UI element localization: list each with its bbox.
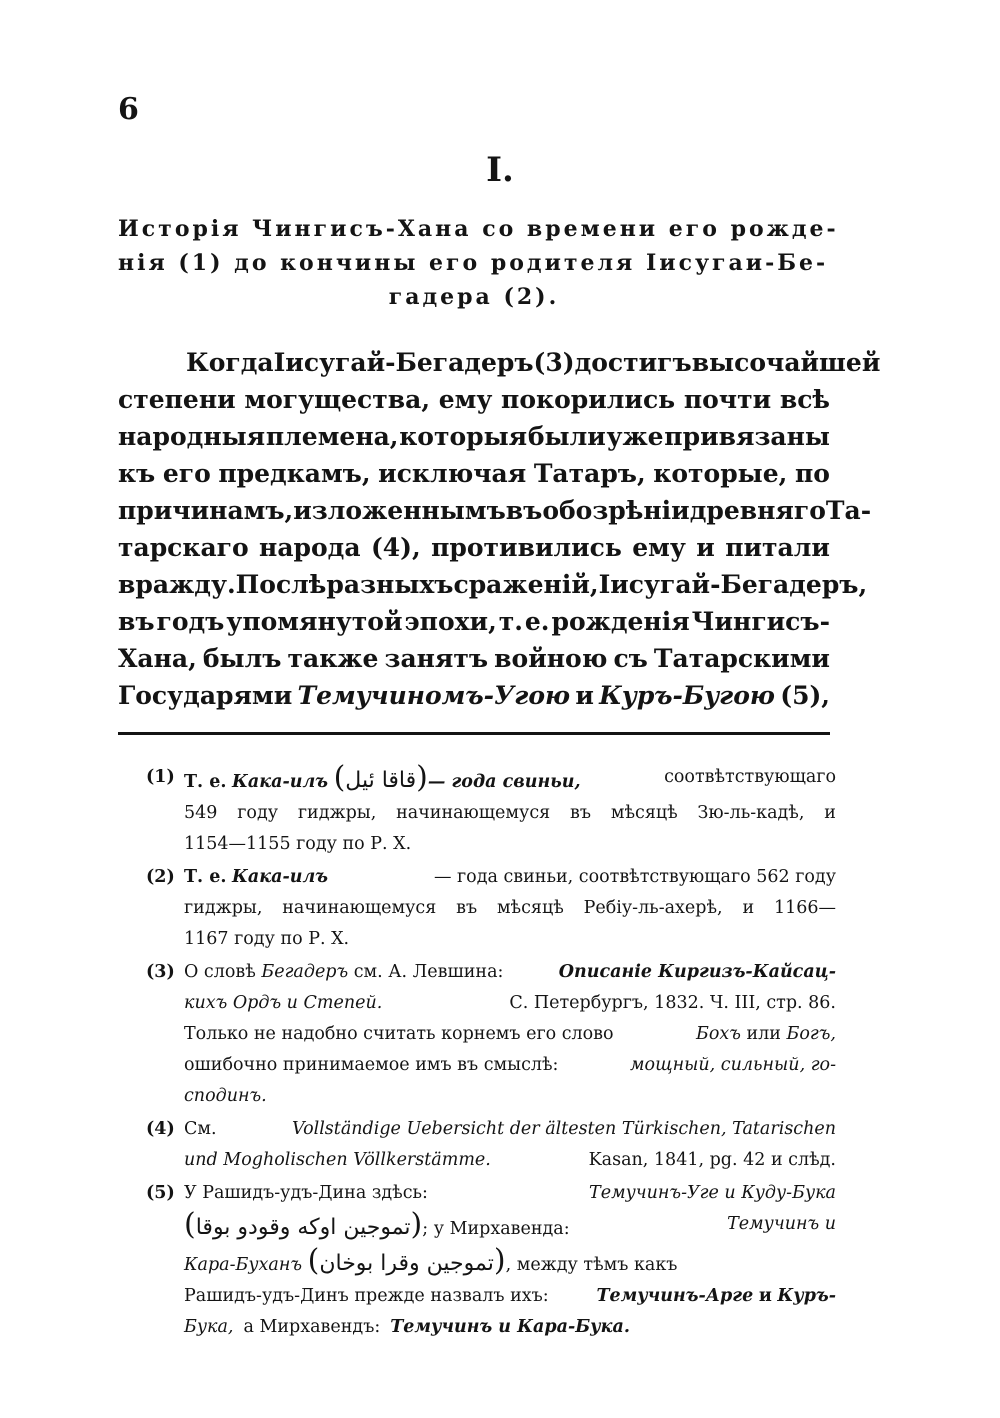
word: Чингисъ- (691, 607, 830, 636)
word: Зю-ль-кадѣ, (697, 803, 805, 823)
note-text: — года свиньи, соотвѣтствующаго 562 году (433, 867, 836, 887)
word: Та- (825, 496, 872, 525)
footnote-line (184, 1050, 836, 1081)
footnote-line: (تموجين اوكه وقودو بوقا); у Мирхавенда: Темучинъ и (184, 1209, 836, 1245)
note-title: Описаніе Киргизъ-Кайсац- (558, 962, 836, 982)
word: ему (438, 385, 493, 414)
paragraph-line (118, 455, 830, 492)
word: Когда (186, 348, 274, 377)
word: обозрѣніи (542, 496, 690, 525)
paragraph-line (118, 418, 830, 455)
note-text: Т. е. (184, 867, 227, 887)
note-text: соотвѣтствующаго (664, 767, 836, 787)
word: степени (118, 385, 236, 414)
word: древняго (689, 496, 826, 525)
word: привязаны (664, 422, 830, 451)
paragraph-line (118, 603, 830, 640)
word: и (824, 803, 836, 823)
footnote-line (184, 1019, 836, 1050)
title-line: нія (1) до кончины его родителя Iисугаи-Бе- (118, 250, 829, 276)
paragraph-line (118, 640, 830, 677)
word: въ (505, 496, 543, 525)
footnote-line (184, 988, 836, 1019)
note-term: сподинъ. (184, 1086, 267, 1106)
word: въ (456, 898, 478, 918)
footnote-line: Т. е. Кака-илъ (قاقا ئيل)— года свиньи, соотвѣтствующаго (184, 762, 836, 798)
word: которыя (399, 422, 528, 451)
footnote-line (184, 1114, 836, 1145)
footnote-3 (146, 957, 836, 1112)
note-term: Кака-илъ (232, 772, 328, 792)
paragraph-line (118, 677, 830, 714)
word: начинающемуся (282, 898, 437, 918)
word: и (742, 898, 755, 918)
main-paragraph (118, 344, 881, 714)
word: изложеннымъ (293, 496, 506, 525)
word: въ (570, 803, 592, 823)
word: могущества, (244, 385, 431, 414)
word: гиджры, (297, 803, 377, 823)
note-text: 1167 году по Р. Х. (184, 929, 350, 949)
word: достигъ (574, 348, 692, 377)
footnote-line (184, 798, 836, 829)
footnote-number: (1) (146, 767, 175, 787)
arabic-text: تموجين اوكه وقودو بوقا (195, 1215, 411, 1240)
note-text: ошибочно принимаемое имъ въ смыслѣ: (184, 1055, 559, 1075)
word: войною (494, 644, 608, 673)
word: противились (431, 533, 622, 562)
note-text: а Мирхавендъ: (243, 1317, 381, 1337)
word: которые, (653, 459, 788, 488)
note-text: , между тѣмъ какъ (505, 1255, 678, 1275)
word: е. (524, 607, 550, 636)
footnote-4 (146, 1114, 836, 1176)
title-line: Исторія Чингисъ-Хана со времени его рожде- (118, 216, 839, 242)
word: былъ (202, 644, 282, 673)
word: народа (259, 533, 361, 562)
footnote-number: (4) (146, 1119, 175, 1139)
footnote-line (184, 1145, 836, 1176)
word: Хана, (118, 644, 197, 673)
word: рожденія (551, 607, 690, 636)
footnote-number: (2) (146, 867, 175, 887)
note-text: ; у Мирхавенда: (422, 1219, 570, 1239)
footnote-line (184, 829, 836, 860)
word: его (162, 459, 211, 488)
word: (3) (533, 348, 575, 377)
note-term: Темучинъ-Уге и Куду-Бука (589, 1183, 836, 1203)
word: исключая (378, 459, 527, 488)
note-term: Бохъ (695, 1024, 741, 1044)
word: уже (606, 422, 664, 451)
word: начинающемуся (396, 803, 551, 823)
word: по (794, 459, 830, 488)
footnotes (146, 762, 836, 1345)
note-term: Темучинъ и Кара-Бука. (390, 1317, 630, 1337)
note-text: или (746, 1024, 781, 1044)
word: т. (498, 607, 523, 636)
note-text: и (758, 1286, 772, 1306)
word: питали (725, 533, 830, 562)
note-title: Vollständige Uebersicht der ältesten Türkischen, Tatarischen (292, 1119, 836, 1139)
word: Татаръ, (533, 459, 646, 488)
note-text: 1154—1155 году по Р. Х. (184, 834, 412, 854)
note-text: Т. е. (184, 772, 227, 792)
word: (4), (370, 533, 421, 562)
note-text: О словѣ (184, 962, 256, 982)
note-text: — года свиньи, (427, 772, 581, 792)
footnote-line (184, 1178, 836, 1209)
word: гиджры, (184, 898, 263, 918)
word: вражду. (118, 570, 236, 599)
note-term: Кара-Буханъ (184, 1255, 303, 1275)
word: Государями (118, 681, 293, 710)
footnote-line (184, 1312, 836, 1343)
note-term: Темучинъ-Арге (596, 1286, 754, 1306)
word: народныя (118, 422, 266, 451)
word: разныхъ (326, 570, 454, 599)
footnote-line (184, 924, 836, 955)
word: Темучиномъ-Угою (297, 681, 571, 710)
footnote-divider (118, 732, 830, 735)
paragraph-line (118, 381, 830, 418)
arabic-text: تموجين وقرا بوخان (319, 1251, 494, 1276)
footnote-line: Кара-Буханъ (تموجين وقرا بوخان), между тѣмъ какъ (184, 1243, 678, 1278)
note-term: Бука, (184, 1317, 234, 1337)
word: мѣсяцѣ (610, 803, 678, 823)
footnote-line (184, 862, 836, 893)
footnote-number: (3) (146, 962, 175, 982)
note-text: У Рашидъ-удъ-Дина здѣсь: (184, 1183, 428, 1203)
paragraph-line (118, 344, 881, 381)
page-number: 6 (118, 92, 139, 127)
word: всѣ (779, 385, 830, 414)
word: Куръ-Бугою (599, 681, 775, 710)
paragraph-line (118, 529, 830, 566)
word: предкамъ, (218, 459, 371, 488)
word: племена, (265, 422, 399, 451)
word: 549 (184, 803, 218, 823)
word: къ (118, 459, 156, 488)
arabic-text: قاقا ئيل (345, 768, 417, 793)
note-text: Рашидъ-удъ-Динъ прежде назвалъ ихъ: (184, 1286, 549, 1306)
word: Татарскими (653, 644, 830, 673)
note-term: Богъ, (786, 1024, 836, 1044)
word: (5), (780, 681, 830, 710)
word: Ребіу-ль-ахерѣ, (583, 898, 723, 918)
word: Iисугай-Бегадеръ, (598, 570, 868, 599)
word: причинамъ, (118, 496, 294, 525)
word: въ (118, 607, 155, 636)
section-number: I. (486, 150, 514, 190)
word: высочайшей (691, 348, 881, 377)
paragraph-line (118, 492, 872, 529)
note-text: Только не надобно считать корнемъ его слово (184, 1024, 614, 1044)
word: тарскаго (118, 533, 249, 562)
note-text: Kasan, 1841, pg. 42 и слѣд. (588, 1150, 836, 1170)
note-title: und Mogholischen Völlkerstämme. (184, 1150, 491, 1170)
chapter-title (118, 212, 839, 314)
word: ему (632, 533, 686, 562)
footnote-2 (146, 862, 836, 955)
note-text: см. А. Левшина: (353, 962, 504, 982)
word: сраженій, (453, 570, 599, 599)
note-term: мощный, сильный, го- (630, 1055, 836, 1075)
word: мѣсяцѣ (496, 898, 564, 918)
note-term: Куръ- (777, 1286, 836, 1306)
title-line: гадера (2). (388, 284, 560, 310)
footnote-1 (146, 762, 836, 860)
note-title: кихъ Ордъ и Степей. (184, 993, 383, 1013)
note-text: См. (184, 1119, 217, 1139)
note-term: Бегадеръ (261, 962, 349, 982)
note-term: Темучинъ и (727, 1214, 836, 1234)
word: Послѣ (235, 570, 327, 599)
footnote-line (184, 1281, 836, 1312)
word: почти (683, 385, 772, 414)
word: и (575, 681, 594, 710)
word: покорились (501, 385, 676, 414)
word: 1166— (773, 898, 836, 918)
note-text: С. Петербургъ, 1832. Ч. III, стр. 86. (509, 993, 836, 1013)
footnote-number: (5) (146, 1183, 175, 1203)
word: годъ (156, 607, 225, 636)
word: съ (613, 644, 648, 673)
word: и (696, 533, 715, 562)
footnote-line (184, 1081, 836, 1112)
word: эпохи, (404, 607, 497, 636)
paragraph-line (118, 566, 868, 603)
footnote-line (184, 957, 836, 988)
note-term: Кака-илъ (232, 867, 328, 887)
footnote-5 (146, 1178, 836, 1343)
word: были (527, 422, 606, 451)
word: также (287, 644, 379, 673)
word: занятъ (384, 644, 489, 673)
footnote-line (184, 893, 836, 924)
word: Iисугай-Бегадеръ (273, 348, 534, 377)
word: году (237, 803, 279, 823)
word: упомянутой (226, 607, 403, 636)
